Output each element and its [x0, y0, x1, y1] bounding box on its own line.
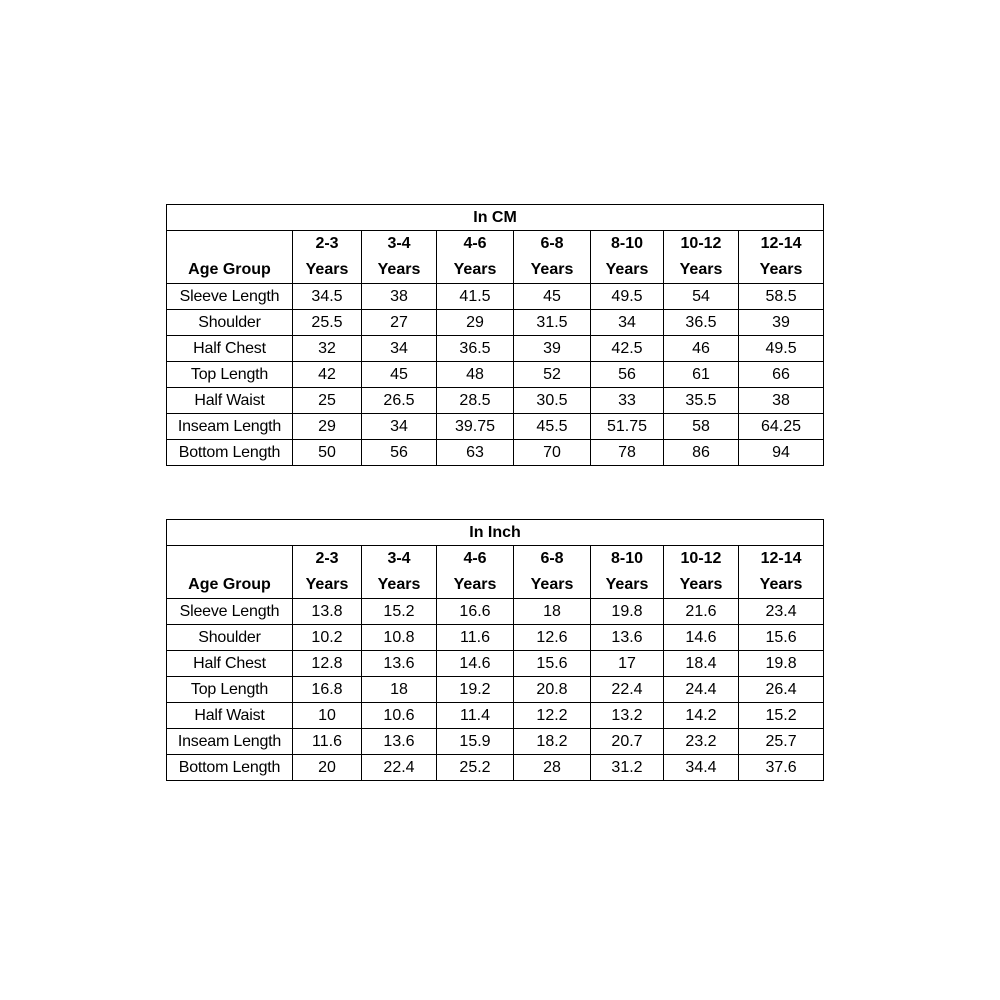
table-cell: 14.6: [664, 625, 739, 651]
age-unit: Years: [453, 261, 497, 278]
table-cell: 18.2: [514, 729, 591, 755]
column-header: [514, 546, 591, 599]
table-cell: 20: [293, 755, 362, 781]
table-cell: 13.6: [362, 729, 437, 755]
column-header: [739, 546, 824, 599]
table-cell: 23.2: [664, 729, 739, 755]
age-range: 3-4: [387, 235, 411, 252]
table-row: [167, 677, 824, 703]
table-row: [167, 362, 824, 388]
table-cell: 32: [293, 336, 362, 362]
table-cell: 29: [293, 414, 362, 440]
row-label: Half Chest: [167, 651, 293, 677]
table-cell: 25: [293, 388, 362, 414]
table-cell: 14.6: [437, 651, 514, 677]
table-cell: 39.75: [437, 414, 514, 440]
table-cell: 13.2: [591, 703, 664, 729]
column-header: [591, 546, 664, 599]
table-cell: 12.6: [514, 625, 591, 651]
table-cell: 70: [514, 440, 591, 466]
table-cell: 42.5: [591, 336, 664, 362]
size-table-inch: [166, 519, 824, 781]
table-cell: 15.2: [739, 703, 824, 729]
table-cell: 19.8: [591, 599, 664, 625]
table-cell: 45: [362, 362, 437, 388]
table-cell: 31.5: [514, 310, 591, 336]
column-header: [664, 546, 739, 599]
age-range: 6-8: [540, 550, 564, 567]
table-cell: 56: [362, 440, 437, 466]
table-cell: 13.8: [293, 599, 362, 625]
table-cell: 64.25: [739, 414, 824, 440]
column-header: [591, 231, 664, 284]
table-cell: 58: [664, 414, 739, 440]
table-row: [167, 310, 824, 336]
table-cell: 34: [362, 414, 437, 440]
table-cell: 86: [664, 440, 739, 466]
table-cell: 15.2: [362, 599, 437, 625]
row-label: Half Waist: [167, 703, 293, 729]
table-cell: 50: [293, 440, 362, 466]
row-label: Shoulder: [167, 625, 293, 651]
column-header: [739, 231, 824, 284]
row-label: Bottom Length: [167, 755, 293, 781]
age-range: 12-14: [760, 235, 802, 252]
table-row: [167, 729, 824, 755]
age-unit: Years: [377, 261, 421, 278]
table-row: [167, 336, 824, 362]
age-group-header: Age Group: [167, 231, 293, 284]
table-cell: 18: [362, 677, 437, 703]
row-label: Top Length: [167, 362, 293, 388]
column-header: [664, 231, 739, 284]
table-row: [167, 284, 824, 310]
table-cell: 20.8: [514, 677, 591, 703]
table-cell: 42: [293, 362, 362, 388]
table-cell: 34: [362, 336, 437, 362]
table-cell: 45: [514, 284, 591, 310]
table-cell: 36.5: [437, 336, 514, 362]
age-range: 12-14: [760, 550, 802, 567]
table-cell: 19.2: [437, 677, 514, 703]
table-cell: 51.75: [591, 414, 664, 440]
table-cell: 22.4: [362, 755, 437, 781]
table-cell: 29: [437, 310, 514, 336]
age-range: 10-12: [680, 235, 722, 252]
age-range: 2-3: [315, 235, 339, 252]
table-cell: 24.4: [664, 677, 739, 703]
table-cell: 12.2: [514, 703, 591, 729]
age-unit: Years: [305, 261, 349, 278]
table-cell: 38: [739, 388, 824, 414]
table-row: [167, 440, 824, 466]
column-header: [293, 546, 362, 599]
table-cell: 52: [514, 362, 591, 388]
table-cell: 27: [362, 310, 437, 336]
table-cell: 10: [293, 703, 362, 729]
age-unit: Years: [759, 261, 803, 278]
table-cell: 21.6: [664, 599, 739, 625]
table-row: [167, 414, 824, 440]
table-cell: 61: [664, 362, 739, 388]
table-cell: 58.5: [739, 284, 824, 310]
table-cell: 66: [739, 362, 824, 388]
table-cell: 49.5: [591, 284, 664, 310]
table-row: [167, 599, 824, 625]
column-header: [293, 231, 362, 284]
row-label: Inseam Length: [167, 729, 293, 755]
age-unit: Years: [530, 576, 574, 593]
table-cell: 20.7: [591, 729, 664, 755]
table-cell: 31.2: [591, 755, 664, 781]
table-title: In Inch: [167, 520, 824, 546]
table-cell: 13.6: [362, 651, 437, 677]
table-cell: 10.6: [362, 703, 437, 729]
table-cell: 15.6: [514, 651, 591, 677]
table-cell: 22.4: [591, 677, 664, 703]
table-cell: 54: [664, 284, 739, 310]
table-cell: 13.6: [591, 625, 664, 651]
age-unit: Years: [605, 576, 649, 593]
row-label: Shoulder: [167, 310, 293, 336]
table-cell: 78: [591, 440, 664, 466]
age-unit: Years: [605, 261, 649, 278]
column-header: [437, 231, 514, 284]
table-cell: 18.4: [664, 651, 739, 677]
table-cell: 28.5: [437, 388, 514, 414]
table-cell: 18: [514, 599, 591, 625]
row-label: Sleeve Length: [167, 284, 293, 310]
table-cell: 11.6: [293, 729, 362, 755]
table-cell: 35.5: [664, 388, 739, 414]
table-cell: 36.5: [664, 310, 739, 336]
age-unit: Years: [453, 576, 497, 593]
table-cell: 15.9: [437, 729, 514, 755]
age-range: 6-8: [540, 235, 564, 252]
table-row: [167, 388, 824, 414]
table-cell: 26.4: [739, 677, 824, 703]
table-cell: 34.5: [293, 284, 362, 310]
age-unit: Years: [530, 261, 574, 278]
column-header: [437, 546, 514, 599]
column-header: [362, 231, 437, 284]
table-cell: 39: [514, 336, 591, 362]
age-unit: Years: [679, 576, 723, 593]
table-cell: 25.2: [437, 755, 514, 781]
table-cell: 10.8: [362, 625, 437, 651]
row-label: Top Length: [167, 677, 293, 703]
age-unit: Years: [679, 261, 723, 278]
table-cell: 37.6: [739, 755, 824, 781]
table-row: [167, 651, 824, 677]
age-range: 3-4: [387, 550, 411, 567]
table-cell: 49.5: [739, 336, 824, 362]
table-cell: 30.5: [514, 388, 591, 414]
table-row: [167, 755, 824, 781]
age-group-header: Age Group: [167, 546, 293, 599]
table-cell: 39: [739, 310, 824, 336]
age-unit: Years: [305, 576, 349, 593]
age-range: 4-6: [463, 550, 487, 567]
table-row: [167, 703, 824, 729]
table-cell: 25.7: [739, 729, 824, 755]
table-cell: 94: [739, 440, 824, 466]
row-label: Half Waist: [167, 388, 293, 414]
table-cell: 48: [437, 362, 514, 388]
table-title: In CM: [167, 205, 824, 231]
age-range: 10-12: [680, 550, 722, 567]
table-cell: 12.8: [293, 651, 362, 677]
table-cell: 46: [664, 336, 739, 362]
table-cell: 56: [591, 362, 664, 388]
table-cell: 34.4: [664, 755, 739, 781]
table-cell: 25.5: [293, 310, 362, 336]
table-cell: 17: [591, 651, 664, 677]
table-cell: 26.5: [362, 388, 437, 414]
table-cell: 19.8: [739, 651, 824, 677]
table-cell: 11.4: [437, 703, 514, 729]
age-unit: Years: [377, 576, 421, 593]
row-label: Half Chest: [167, 336, 293, 362]
table-cell: 23.4: [739, 599, 824, 625]
table-cell: 14.2: [664, 703, 739, 729]
table-cell: 16.6: [437, 599, 514, 625]
table-cell: 34: [591, 310, 664, 336]
table-cell: 45.5: [514, 414, 591, 440]
table-cell: 15.6: [739, 625, 824, 651]
table-cell: 63: [437, 440, 514, 466]
column-header: [362, 546, 437, 599]
row-label: Inseam Length: [167, 414, 293, 440]
row-label: Sleeve Length: [167, 599, 293, 625]
age-range: 8-10: [610, 235, 644, 252]
table-cell: 28: [514, 755, 591, 781]
table-cell: 38: [362, 284, 437, 310]
table-cell: 16.8: [293, 677, 362, 703]
age-unit: Years: [759, 576, 803, 593]
row-label: Bottom Length: [167, 440, 293, 466]
age-range: 2-3: [315, 550, 339, 567]
table-cell: 10.2: [293, 625, 362, 651]
table-cell: 33: [591, 388, 664, 414]
table-cell: 41.5: [437, 284, 514, 310]
size-table-cm: [166, 204, 824, 466]
table-cell: 11.6: [437, 625, 514, 651]
age-range: 8-10: [610, 550, 644, 567]
column-header: [514, 231, 591, 284]
age-range: 4-6: [463, 235, 487, 252]
table-row: [167, 625, 824, 651]
